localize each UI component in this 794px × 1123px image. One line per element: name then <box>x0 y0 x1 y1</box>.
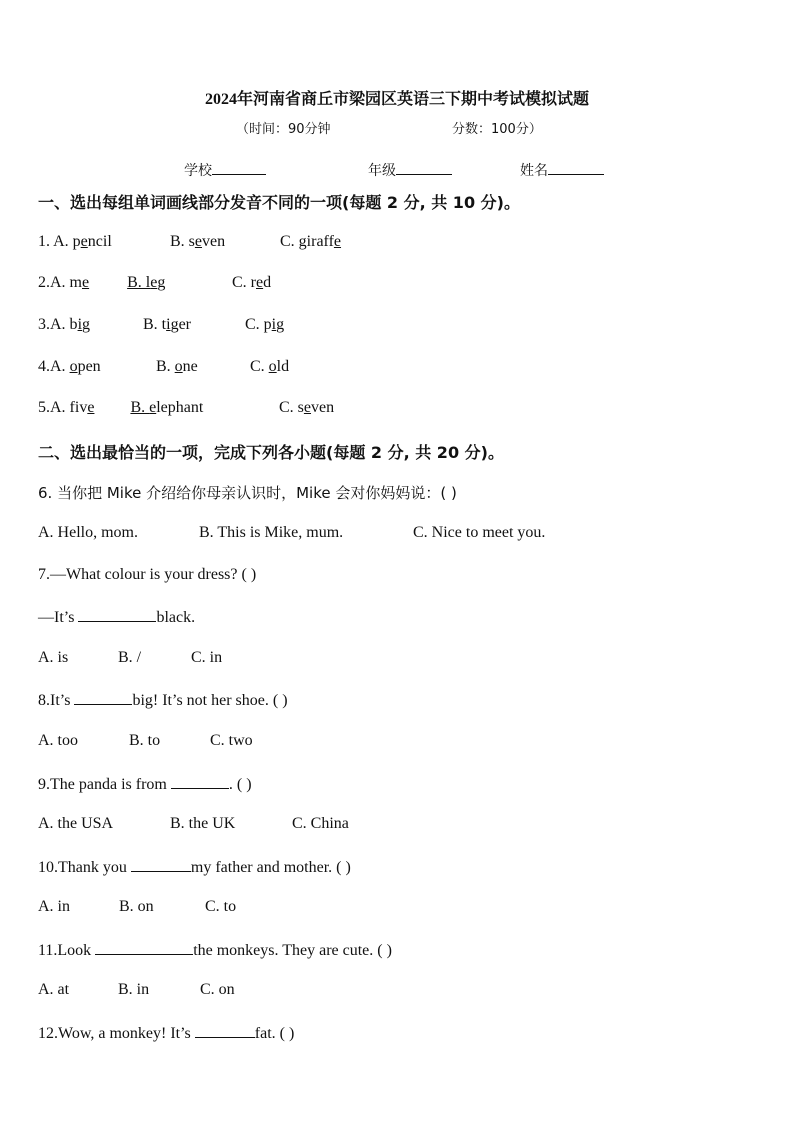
answer-blank[interactable] <box>171 774 229 789</box>
question-6-option-a[interactable]: A. Hello, mom. <box>38 524 138 541</box>
question-4-option-c: C. old <box>250 358 290 375</box>
question-7-answer-line: —It’s black. <box>38 609 196 626</box>
question-4-option-b: B. one <box>156 358 198 375</box>
school-field[interactable] <box>184 160 266 180</box>
grade-label: 年级 <box>368 163 396 179</box>
question-3-option-b: B. tiger <box>143 316 192 333</box>
question-10-option-a[interactable]: A. in <box>38 898 70 915</box>
answer-blank[interactable] <box>78 607 156 622</box>
question-11-option-b[interactable]: B. in <box>118 981 150 998</box>
question-10-stem: 10.Thank you my father and mother. ( ) <box>38 859 351 876</box>
question-9-stem: 9.The panda is from . ( ) <box>38 776 252 793</box>
question-3: 3.A. big <box>38 316 91 333</box>
question-7-stem: 7.—What colour is your dress? ( ) <box>38 566 257 583</box>
question-8-option-b[interactable]: B. to <box>129 732 161 749</box>
question-11-option-a[interactable]: A. at <box>38 981 70 998</box>
question-7-option-b[interactable]: B. / <box>118 649 142 666</box>
question-10-option-b[interactable]: B. on <box>119 898 154 915</box>
school-blank[interactable] <box>212 160 266 175</box>
question-1: 1. A. pencil <box>38 233 112 250</box>
grade-field[interactable] <box>368 160 452 180</box>
question-9-option-b[interactable]: B. the UK <box>170 815 236 832</box>
question-6-option-b[interactable]: B. This is Mike, mum. <box>199 524 344 541</box>
question-5: 5.A. five B. elephant <box>38 399 204 416</box>
school-label: 学校 <box>184 163 212 179</box>
question-2: 2.A. me B. leg <box>38 274 166 291</box>
question-6-option-c[interactable]: C. Nice to meet you. <box>413 524 546 541</box>
question-8-option-c[interactable]: C. two <box>210 732 253 749</box>
question-5-option-c: C. seven <box>279 399 335 416</box>
question-4: 4.A. open <box>38 358 101 375</box>
question-11-option-c[interactable]: C. on <box>200 981 235 998</box>
question-1-option-c: C. giraffe <box>280 233 342 250</box>
name-blank[interactable] <box>548 160 604 175</box>
question-8-stem: 8.It’s big! It’s not her shoe. ( ) <box>38 692 288 709</box>
question-9-option-c[interactable]: C. China <box>292 815 349 832</box>
answer-blank[interactable] <box>131 857 191 872</box>
total-score: 分数：100分） <box>452 122 542 137</box>
time-limit: （时间：90分钟 <box>236 122 331 137</box>
question-7-option-a[interactable]: A. is <box>38 649 69 666</box>
question-10-option-c[interactable]: C. to <box>205 898 237 915</box>
name-label: 姓名 <box>520 163 548 179</box>
question-2-option-c: C. red <box>232 274 272 291</box>
question-7-option-c[interactable]: C. in <box>191 649 223 666</box>
question-3-option-c: C. pig <box>245 316 285 333</box>
question-8-option-a[interactable]: A. too <box>38 732 78 749</box>
answer-blank[interactable] <box>74 690 132 705</box>
exam-title: 2024年河南省商丘市梁园区英语三下期中考试模拟试题 <box>204 91 589 108</box>
section-1-heading: 一、选出每组单词画线部分发音不同的一项(每题 2 分, 共 10 分)。 <box>38 193 520 212</box>
question-12-stem: 12.Wow, a monkey! It’s fat. ( ) <box>38 1025 295 1042</box>
answer-blank[interactable] <box>195 1023 255 1038</box>
question-9-option-a[interactable]: A. the USA <box>38 815 114 832</box>
answer-blank[interactable] <box>95 940 193 955</box>
question-1-option-b: B. seven <box>170 233 226 250</box>
question-11-stem: 11.Look the monkeys. They are cute. ( ) <box>38 942 392 959</box>
name-field[interactable] <box>520 160 604 180</box>
grade-blank[interactable] <box>396 160 452 175</box>
section-2-heading: 二、选出最恰当的一项，完成下列各小题(每题 2 分, 共 20 分)。 <box>38 443 504 462</box>
question-6-stem: 6. 当你把 Mike 介绍给你母亲认识时，Mike 会对你妈妈说：( ) <box>38 484 457 502</box>
